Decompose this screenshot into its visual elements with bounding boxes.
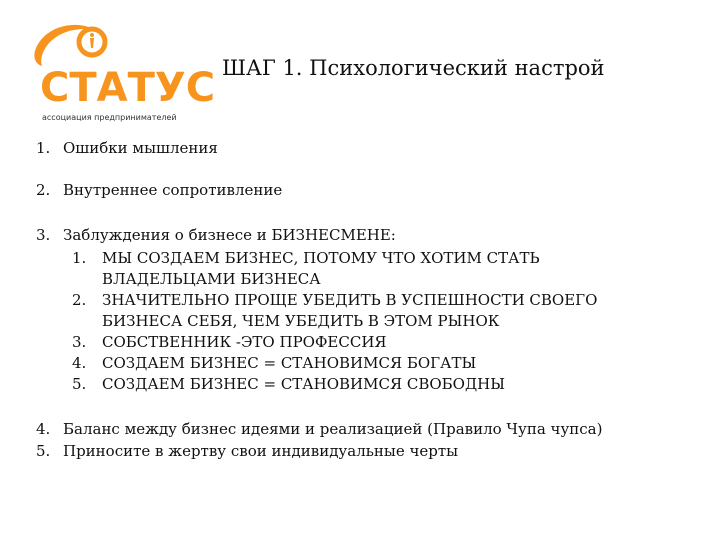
list-item — [36, 180, 282, 201]
list-item-number: 4. — [36, 420, 51, 438]
list-item-number: 5. — [36, 442, 51, 460]
logo-wordmark: СТАТУС — [40, 65, 216, 111]
list-item-text: Внутреннее сопротивление — [63, 181, 283, 199]
list-item-number: 2. — [36, 181, 51, 199]
sublist-item-number: 1. — [72, 249, 87, 267]
sublist-item — [72, 353, 662, 374]
list-item-number: 1. — [36, 139, 51, 157]
sublist-item-number: 2. — [72, 291, 87, 309]
sublist-item-number: 3. — [72, 333, 87, 351]
list-item — [36, 225, 396, 246]
logo — [28, 18, 216, 122]
page-title: ШАГ 1. Психологический настрой — [222, 56, 605, 80]
list-item-text: Ошибки мышления — [63, 139, 218, 157]
list-item — [36, 419, 602, 440]
list-item-text: Приносите в жертву свои индивидуальные черты — [63, 442, 459, 460]
list-item — [36, 441, 458, 462]
sublist-item-text: ЗНАЧИТЕЛЬНО ПРОЩЕ УБЕДИТЬ В УСПЕШНОСТИ СВОЕГО БИЗНЕСА СЕБЯ, ЧЕМ УБЕДИТЬ В ЭТОМ РЫНОК — [102, 291, 598, 330]
sublist — [72, 248, 662, 395]
sublist-item — [72, 290, 662, 332]
sublist-item-text: СОЗДАЕМ БИЗНЕС = СТАНОВИМСЯ БОГАТЫ — [102, 354, 477, 372]
sublist-item-number: 4. — [72, 354, 87, 372]
sublist-item-text: СОЗДАЕМ БИЗНЕС = СТАНОВИМСЯ СВОБОДНЫ — [102, 375, 506, 393]
sublist-item-number: 5. — [72, 375, 87, 393]
list-item-number: 3. — [36, 226, 51, 244]
sublist-item-text: СОБСТВЕННИК -ЭТО ПРОФЕССИЯ — [102, 333, 387, 351]
list-item-text: Заблуждения о бизнесе и БИЗНЕСМЕНЕ: — [63, 226, 396, 244]
sublist-item — [72, 248, 662, 290]
list-item-text: Баланс между бизнес идеями и реализацией (Правило Чупа чупса) — [63, 420, 603, 438]
sublist-item — [72, 332, 662, 353]
sublist-item — [72, 374, 662, 395]
logo-tagline: ассоциация предпринимателей — [42, 113, 177, 122]
list-item — [36, 138, 218, 159]
sublist-item-text: МЫ СОЗДАЕМ БИЗНЕС, ПОТОМУ ЧТО ХОТИМ СТАТЬ ВЛАДЕЛЬЦАМИ БИЗНЕСА — [102, 249, 540, 288]
